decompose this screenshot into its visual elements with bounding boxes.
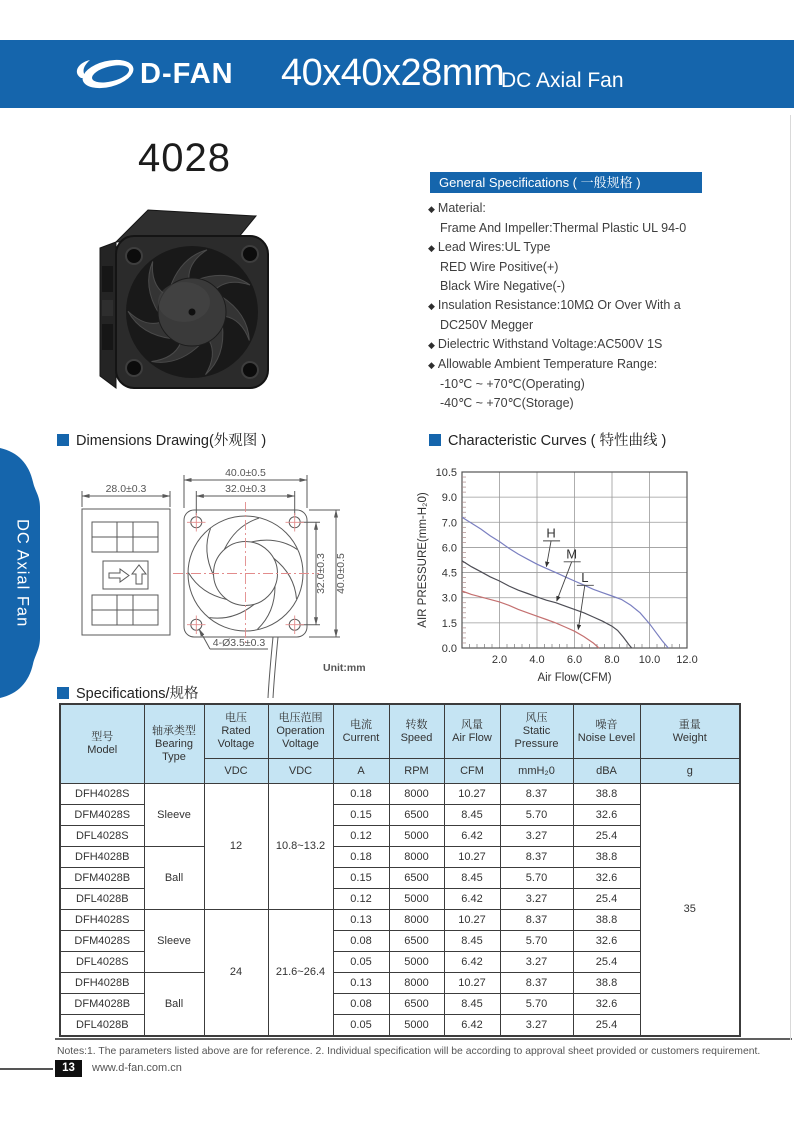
cell-pressure: 5.70 bbox=[500, 868, 573, 889]
table-row bbox=[60, 784, 740, 805]
section-bullet-icon bbox=[57, 434, 69, 446]
cell-speed: 6500 bbox=[389, 931, 444, 952]
col-header: 风压 Static Pressure bbox=[500, 704, 573, 759]
cell-noise: 25.4 bbox=[573, 889, 640, 910]
cell-speed: 5000 bbox=[389, 889, 444, 910]
svg-text:4.5: 4.5 bbox=[441, 567, 457, 580]
cell-airflow: 10.27 bbox=[444, 784, 500, 805]
spec-item: -10℃ ~ +70℃(Operating) bbox=[440, 377, 585, 391]
svg-text:1.5: 1.5 bbox=[441, 617, 457, 630]
cell-airflow: 6.42 bbox=[444, 952, 500, 973]
cell-airflow: 8.45 bbox=[444, 931, 500, 952]
spec-item: Frame And Impeller:Thermal Plastic UL 94-0 bbox=[440, 221, 687, 235]
cell-model: DFM4028B bbox=[60, 994, 144, 1015]
cell-model: DFL4028B bbox=[60, 889, 144, 910]
svg-text:4.0: 4.0 bbox=[529, 654, 545, 666]
cell-model: DFH4028S bbox=[60, 910, 144, 931]
cell-pressure: 8.37 bbox=[500, 847, 573, 868]
fan-product-photo bbox=[86, 196, 276, 396]
dim-holes-callout: 4-Ø3.5±0.3 bbox=[212, 637, 266, 649]
unit-cell: A bbox=[333, 759, 389, 784]
svg-text:0.0: 0.0 bbox=[441, 643, 457, 655]
svg-text:9.0: 9.0 bbox=[441, 492, 457, 505]
svg-text:6.0: 6.0 bbox=[566, 654, 583, 666]
cell-airflow: 10.27 bbox=[444, 847, 500, 868]
cell-pressure: 3.27 bbox=[500, 1015, 573, 1037]
dim-front-width-inner: 32.0±0.3 bbox=[225, 483, 266, 495]
general-specs-header: General Specifications ( 一般规格 ) bbox=[430, 172, 702, 193]
model-title: 4028 bbox=[138, 136, 231, 180]
cell-airflow: 10.27 bbox=[444, 973, 500, 994]
cell-speed: 8000 bbox=[389, 784, 444, 805]
dim-front-width-outer: 40.0±0.5 bbox=[225, 467, 266, 479]
col-header: 重量 Weight bbox=[640, 704, 740, 759]
cell-operation-voltage: 10.8~13.2 bbox=[268, 784, 333, 910]
page-subtitle: DC Axial Fan bbox=[501, 69, 624, 92]
cell-rated-voltage: 12 bbox=[204, 784, 268, 910]
general-specs-list bbox=[428, 199, 773, 413]
cell-bearing: Sleeve bbox=[144, 784, 204, 847]
section-dimensions-title bbox=[57, 429, 266, 450]
dim-side-width: 28.0±0.3 bbox=[105, 483, 147, 495]
cell-noise: 25.4 bbox=[573, 1015, 640, 1037]
cell-model: DFL4028B bbox=[60, 1015, 144, 1037]
unit-cell: dBA bbox=[573, 759, 640, 784]
section-title-text: Characteristic Curves ( 特性曲线 ) bbox=[448, 433, 667, 449]
cell-model: DFH4028B bbox=[60, 847, 144, 868]
cell-current: 0.08 bbox=[333, 994, 389, 1015]
section-curves-title bbox=[429, 429, 666, 450]
col-header-model: 型号 Model bbox=[60, 704, 144, 784]
cell-bearing: Sleeve bbox=[144, 910, 204, 973]
col-header: 风量 Air Flow bbox=[444, 704, 500, 759]
cell-noise: 32.6 bbox=[573, 931, 640, 952]
cell-current: 0.12 bbox=[333, 889, 389, 910]
cell-current: 0.15 bbox=[333, 805, 389, 826]
spec-item: DC250V Megger bbox=[440, 318, 534, 332]
table-row bbox=[60, 847, 740, 868]
cell-current: 0.13 bbox=[333, 973, 389, 994]
cell-model: DFH4028B bbox=[60, 973, 144, 994]
cell-speed: 6500 bbox=[389, 868, 444, 889]
svg-text:M: M bbox=[566, 546, 578, 562]
section-title-text: Dimensions Drawing(外观图 ) bbox=[76, 433, 267, 449]
cell-airflow: 6.42 bbox=[444, 889, 500, 910]
svg-text:6.0: 6.0 bbox=[441, 542, 457, 555]
svg-text:L: L bbox=[581, 569, 589, 585]
cell-noise: 38.8 bbox=[573, 784, 640, 805]
cell-pressure: 5.70 bbox=[500, 805, 573, 826]
notes-text: Notes:1. The parameters listed above are for reference. 2. Individual specification will be according to approval sheet provided or customers requirement. bbox=[57, 1046, 761, 1057]
cell-pressure: 3.27 bbox=[500, 952, 573, 973]
spec-item: -40℃ ~ +70℃(Storage) bbox=[440, 396, 574, 410]
cell-weight: 35 bbox=[640, 784, 740, 1037]
svg-text:8.0: 8.0 bbox=[604, 654, 620, 666]
cell-model: DFL4028S bbox=[60, 952, 144, 973]
unit-cell: RPM bbox=[389, 759, 444, 784]
cell-pressure: 8.37 bbox=[500, 784, 573, 805]
diamond-bullet-icon: ◆ bbox=[428, 204, 435, 214]
svg-text:3.0: 3.0 bbox=[441, 592, 457, 605]
cell-model: DFM4028B bbox=[60, 868, 144, 889]
cell-noise: 32.6 bbox=[573, 805, 640, 826]
spec-item: ◆ Insulation Resistance:10MΩ Or Over With a bbox=[428, 296, 773, 316]
unit-cell: CFM bbox=[444, 759, 500, 784]
cell-current: 0.15 bbox=[333, 868, 389, 889]
cell-airflow: 6.42 bbox=[444, 1015, 500, 1037]
spec-item: RED Wire Positive(+) bbox=[440, 260, 559, 274]
diamond-bullet-icon: ◆ bbox=[428, 301, 435, 311]
cell-current: 0.05 bbox=[333, 952, 389, 973]
cell-pressure: 8.37 bbox=[500, 973, 573, 994]
cell-airflow: 8.45 bbox=[444, 805, 500, 826]
unit-cell: mmH₂0 bbox=[500, 759, 573, 784]
cell-speed: 6500 bbox=[389, 805, 444, 826]
cell-airflow: 6.42 bbox=[444, 826, 500, 847]
cell-current: 0.13 bbox=[333, 910, 389, 931]
diamond-bullet-icon: ◆ bbox=[428, 360, 435, 370]
unit-cell: VDC bbox=[268, 759, 333, 784]
bottom-rule bbox=[55, 1038, 792, 1040]
cell-airflow: 10.27 bbox=[444, 910, 500, 931]
svg-text:7.0: 7.0 bbox=[441, 517, 457, 530]
cell-airflow: 8.45 bbox=[444, 868, 500, 889]
col-header: 电压范围 Operation Voltage bbox=[268, 704, 333, 759]
cell-model: DFM4028S bbox=[60, 805, 144, 826]
cell-current: 0.05 bbox=[333, 1015, 389, 1037]
cell-noise: 38.8 bbox=[573, 847, 640, 868]
dim-unit-label: Unit:mm bbox=[323, 662, 366, 674]
svg-text:H: H bbox=[546, 525, 556, 541]
page-title: 40x40x28mm bbox=[281, 52, 505, 94]
characteristic-curves-chart bbox=[415, 456, 715, 694]
col-header: 电压 Rated Voltage bbox=[204, 704, 268, 759]
cell-current: 0.18 bbox=[333, 784, 389, 805]
spec-item: ◆ Allowable Ambient Temperature Range: bbox=[428, 355, 773, 375]
svg-text:10.5: 10.5 bbox=[435, 467, 457, 479]
spec-item: ◆ Dielectric Withstand Voltage:AC500V 1S bbox=[428, 335, 773, 355]
sidebar-tab-label: DC Axial Fan bbox=[13, 518, 32, 628]
cell-bearing: Ball bbox=[144, 847, 204, 910]
cell-pressure: 5.70 bbox=[500, 931, 573, 952]
cell-operation-voltage: 21.6~26.4 bbox=[268, 910, 333, 1037]
svg-text:Air Flow(CFM): Air Flow(CFM) bbox=[537, 672, 612, 684]
page-number: 13 bbox=[55, 1060, 82, 1077]
dimensions-drawing bbox=[70, 458, 410, 703]
col-header-bearing: 轴承类型 Bearing Type bbox=[144, 704, 204, 784]
cell-current: 0.12 bbox=[333, 826, 389, 847]
cell-speed: 5000 bbox=[389, 826, 444, 847]
table-row bbox=[60, 910, 740, 931]
unit-cell: g bbox=[640, 759, 740, 784]
cell-model: DFL4028S bbox=[60, 826, 144, 847]
cell-speed: 5000 bbox=[389, 952, 444, 973]
cell-model: DFM4028S bbox=[60, 931, 144, 952]
svg-text:12.0: 12.0 bbox=[676, 654, 698, 666]
cell-model: DFH4028S bbox=[60, 784, 144, 805]
dfan-logo-icon bbox=[72, 54, 142, 94]
diamond-bullet-icon: ◆ bbox=[428, 340, 435, 350]
diamond-bullet-icon: ◆ bbox=[428, 243, 435, 253]
cell-noise: 25.4 bbox=[573, 826, 640, 847]
cell-noise: 38.8 bbox=[573, 910, 640, 931]
spec-item: Black Wire Negative(-) bbox=[440, 279, 566, 293]
dim-front-height-inner: 32.0±0.3 bbox=[315, 553, 327, 594]
cell-speed: 8000 bbox=[389, 847, 444, 868]
page-edge-line bbox=[790, 115, 791, 1040]
svg-text:10.0: 10.0 bbox=[638, 654, 661, 666]
cell-bearing: Ball bbox=[144, 973, 204, 1037]
section-bullet-icon bbox=[429, 434, 441, 446]
cell-noise: 32.6 bbox=[573, 868, 640, 889]
table-row bbox=[60, 973, 740, 994]
svg-text:AIR PRESSURE(mm-H₂0): AIR PRESSURE(mm-H₂0) bbox=[417, 492, 429, 628]
cell-noise: 32.6 bbox=[573, 994, 640, 1015]
cell-pressure: 3.27 bbox=[500, 826, 573, 847]
cell-noise: 25.4 bbox=[573, 952, 640, 973]
col-header: 电流 Current bbox=[333, 704, 389, 759]
cell-rated-voltage: 24 bbox=[204, 910, 268, 1037]
col-header: 转数 Speed bbox=[389, 704, 444, 759]
cell-noise: 38.8 bbox=[573, 973, 640, 994]
cell-airflow: 8.45 bbox=[444, 994, 500, 1015]
spec-item: ◆ Material: bbox=[428, 199, 773, 219]
specifications-table bbox=[59, 703, 741, 1037]
cell-current: 0.08 bbox=[333, 931, 389, 952]
spec-item: ◆ Lead Wires:UL Type bbox=[428, 238, 773, 258]
footer-line bbox=[0, 1068, 53, 1070]
section-title-text: Specifications/规格 bbox=[76, 686, 199, 702]
section-bullet-icon bbox=[57, 687, 69, 699]
logo-text: D-FAN bbox=[140, 58, 234, 90]
website-link: www.d-fan.com.cn bbox=[92, 1062, 182, 1074]
cell-speed: 6500 bbox=[389, 994, 444, 1015]
cell-speed: 8000 bbox=[389, 910, 444, 931]
cell-speed: 5000 bbox=[389, 1015, 444, 1037]
cell-pressure: 3.27 bbox=[500, 889, 573, 910]
unit-cell: VDC bbox=[204, 759, 268, 784]
svg-text:2.0: 2.0 bbox=[491, 654, 508, 666]
cell-speed: 8000 bbox=[389, 973, 444, 994]
header-band bbox=[0, 40, 794, 108]
cell-current: 0.18 bbox=[333, 847, 389, 868]
cell-pressure: 8.37 bbox=[500, 910, 573, 931]
cell-pressure: 5.70 bbox=[500, 994, 573, 1015]
dim-front-height-outer: 40.0±0.5 bbox=[335, 553, 347, 594]
col-header: 噪音 Noise Level bbox=[573, 704, 640, 759]
